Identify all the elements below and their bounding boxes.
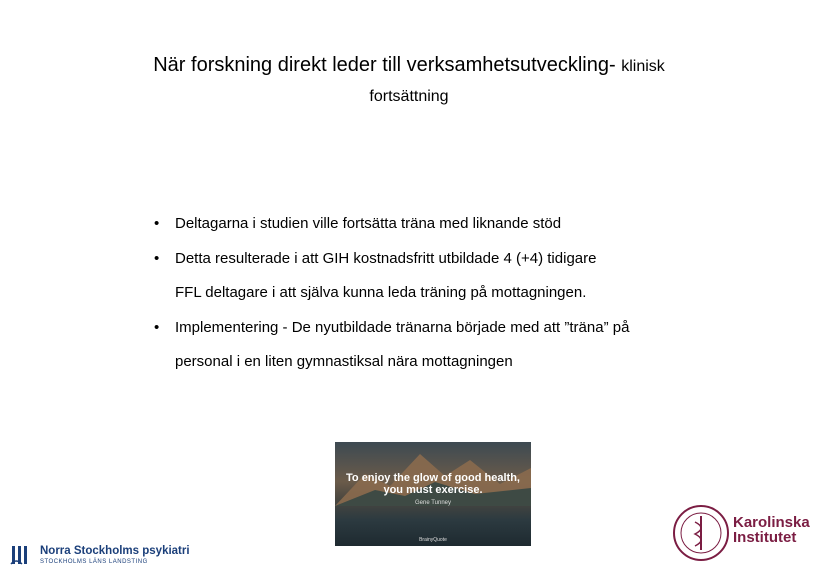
bullet-list [154,207,714,380]
photo-brand: BrainyQuote [419,537,447,543]
bullet-item [154,242,615,311]
bullet-item [154,207,714,242]
slide-title [0,52,818,110]
ki-logo [672,502,810,566]
bullet-dot: • [154,318,160,336]
ki-line-2: Institutet [733,529,797,546]
ki-line-1: Karolinska [733,514,810,531]
nsp-name: Norra Stockholms psykiatri [40,545,190,557]
photo-quote: To enjoy the glow of good health, you must exercise. [346,472,520,496]
bullet-text: Implementering - De nyutbildade tränarna började med att ”träna” på personal i en liten gymnastiksal nära mottagningen [175,318,630,370]
quote-photo [335,442,531,546]
title-main: När forskning direkt leder till verksamhetsutveckling- [153,54,616,76]
nsp-sub: STOCKHOLMS LÄNS LANDSTING [40,559,148,565]
nsp-logo [10,544,190,568]
ki-wordmark [733,515,810,545]
bullet-dot: • [154,215,160,232]
title-small: klinisk [621,58,665,75]
bullet-item [154,311,675,380]
ki-seal-icon [672,502,730,564]
bullet-text: Deltagarna i studien ville fortsätta träna med liknande stöd [175,215,562,232]
bullet-text: Detta resulterade i att GIH kostnadsfritt utbildade 4 (+4) tidigare FFL deltagare i att själva kunna leda träning på mottagningen. [175,249,597,301]
title-line-1 [0,52,818,80]
photo-author: Gene Tunney [414,500,452,506]
nsp-logo-icon [10,544,36,566]
bullet-dot: • [154,249,160,267]
title-line-2: fortsättning [369,88,449,105]
